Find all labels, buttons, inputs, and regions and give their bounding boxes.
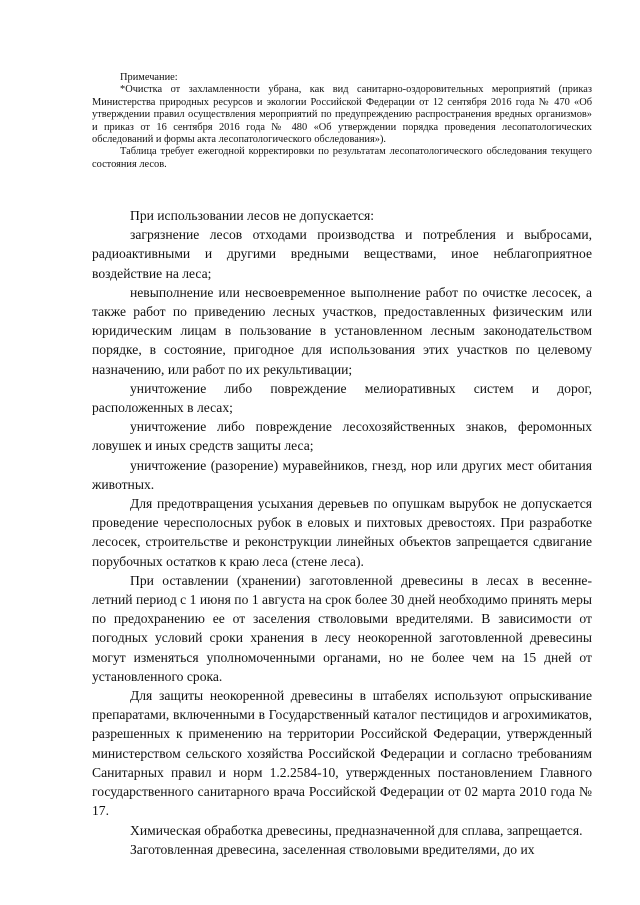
body-paragraph: При оставлении (хранении) заготовленной древесины в лесах в весенне-летний период с 1 июня по 1 августа на срок более 30 дней необходимо принять меры по предохранению ее от заселения стволовыми вредителями. В зависимости от погодных условий сроки хранения в лесу неокоренной заготовленной древесины могут изменяться уполномоченными органами, но не более чем на 15 дней от установленного срока. [92,572,592,684]
body-paragraph: Химическая обработка древесины, предназначенной для сплава, запрещается. [130,822,583,838]
body-paragraph: невыполнение или несвоевременное выполнение работ по очистке лесосек, а также работ по приведению лесных участков, предоставленных физическим или юридическим лицам в пользование в установленном лесным законодательством порядке, в состояние, пригодное для использования этих участков по целевому назначению, или работ по их рекультивации; [92,284,592,377]
body-paragraph: загрязнение лесов отходами производства и потребления и выбросами, радиоактивными и другими вредными веществами, иное неблагоприятное воздействие на леса; [92,227,592,281]
body-paragraph: уничтожение (разорение) муравейников, гнезд, нор или других мест обитания животных. [92,457,592,492]
note-title: Примечание: [120,72,178,83]
body-paragraph: уничтожение либо повреждение мелиоративных систем и дорог, расположенных в лесах; [92,380,592,416]
main-text [92,206,592,859]
body-paragraph: Для защиты неокоренной древесины в штабелях используют опрыскивание препаратами, включенными в Государственный каталог пестицидов и агрохимикатов, разрешенных к применению на территории Российской Федерации, утвержденный министерством сельского хозяйства Российской Федерации и согласно требованиям Санитарных правил и норм 1.2.2584-10, утвержденных постановлением Главного государственного санитарного врача Российской Федерации от 02 марта 2010 года № 17. [92,688,592,819]
note-item: Таблица требует ежегодной корректировки по результатам лесопатологического обследования текущего состояния лесов. [92,146,592,170]
body-paragraph: уничтожение либо повреждение лесохозяйственных знаков, феромонных ловушек и иных средств защиты леса; [92,419,592,454]
body-paragraph: Для предотвращения усыхания деревьев по опушкам вырубок не допускается проведение чересполосных рубок в еловых и пихтовых древостоях. При разработке лесосек, строительстве и реконструкции линейных объектов запрещается сдвигание порубочных остатков к краю леса (стене леса). [92,496,592,569]
note-item: *Очистка от захламленности убрана, как вид санитарно-оздоровительных мероприятий (приказ Министерства природных ресурсов и экологии Российской Федерации от 12 сентября 2016 года № 470 «Об утверждении правил осуществления мероприятий по предупреждению распространения вредных организмов» и приказ от 16 сентября 2016 года № 480 «Об утверждении порядка проведения лесопатологических обследований и формы акта лесопатологического обследования»). [92,84,592,146]
note-block [92,72,592,171]
body-paragraph: При использовании лесов не допускается: [130,208,375,223]
body-paragraph: Заготовленная древесина, заселенная стволовыми вредителями, до их [130,841,535,857]
